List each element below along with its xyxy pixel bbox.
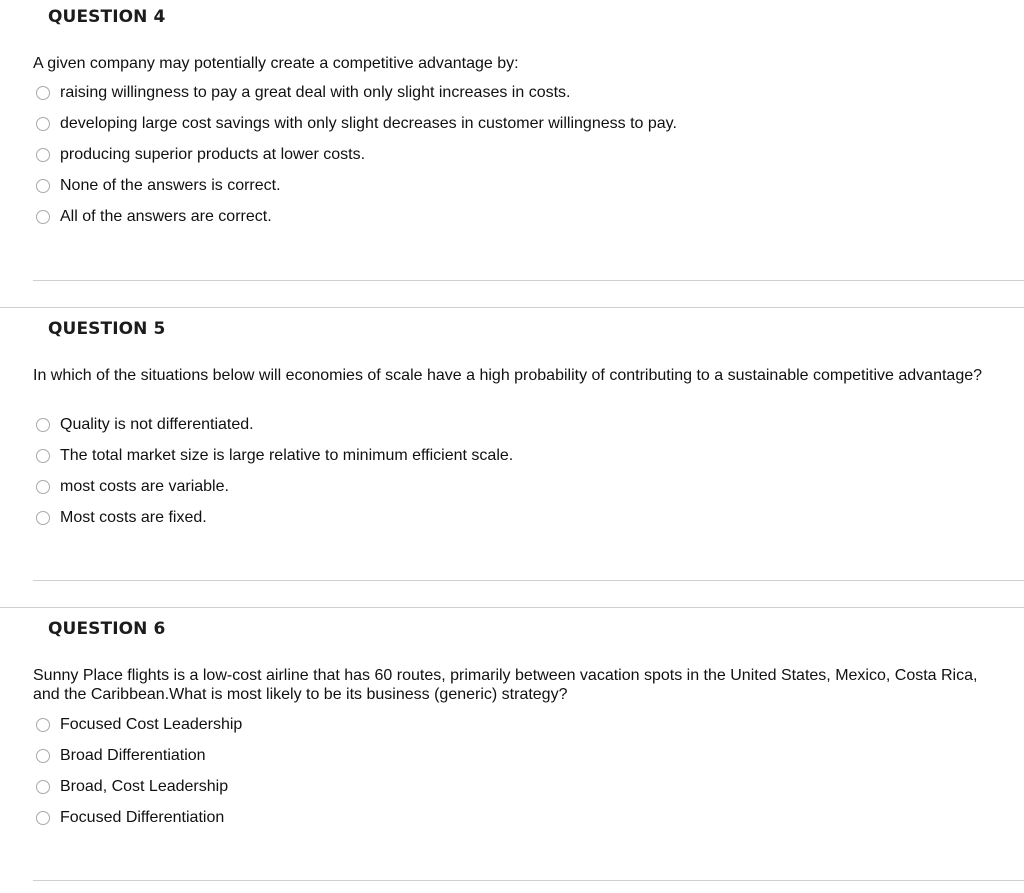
option-label: All of the answers are correct. — [60, 208, 272, 225]
question-6-option-2[interactable] — [36, 747, 242, 778]
question-5-options — [36, 416, 513, 540]
question-4-option-1[interactable] — [36, 84, 677, 115]
question-5-option-1[interactable] — [36, 416, 513, 447]
question-4-divider — [33, 280, 1024, 281]
question-4-option-5[interactable] — [36, 208, 677, 239]
radio-button[interactable] — [36, 210, 50, 224]
section-divider — [0, 607, 1024, 608]
question-5-option-3[interactable] — [36, 478, 513, 509]
question-5-title: QUESTION 5 — [48, 319, 166, 339]
question-5-divider — [33, 580, 1024, 581]
option-label: Quality is not differentiated. — [60, 416, 254, 433]
radio-button[interactable] — [36, 117, 50, 131]
radio-button[interactable] — [36, 780, 50, 794]
radio-button[interactable] — [36, 511, 50, 525]
question-4-title: QUESTION 4 — [48, 7, 166, 27]
radio-button[interactable] — [36, 480, 50, 494]
section-divider — [0, 307, 1024, 308]
radio-button[interactable] — [36, 718, 50, 732]
option-label: producing superior products at lower costs. — [60, 146, 366, 163]
question-6-option-1[interactable] — [36, 716, 242, 747]
question-6-title: QUESTION 6 — [48, 619, 166, 639]
radio-button[interactable] — [36, 179, 50, 193]
option-label: Focused Differentiation — [60, 809, 225, 826]
radio-button[interactable] — [36, 449, 50, 463]
question-4-text: A given company may potentially create a competitive advantage by: — [33, 55, 519, 72]
option-label: Broad, Cost Leadership — [60, 778, 229, 795]
radio-button[interactable] — [36, 148, 50, 162]
question-6-divider — [33, 880, 1024, 881]
radio-button[interactable] — [36, 86, 50, 100]
question-4-option-4[interactable] — [36, 177, 677, 208]
question-4-options — [36, 84, 677, 239]
radio-button[interactable] — [36, 749, 50, 763]
question-4-option-2[interactable] — [36, 115, 677, 146]
question-6-option-4[interactable] — [36, 809, 242, 840]
option-label: Broad Differentiation — [60, 747, 206, 764]
option-label: developing large cost savings with only slight decreases in customer willingness to pay. — [60, 115, 677, 132]
question-5-option-4[interactable] — [36, 509, 513, 540]
question-5-text: In which of the situations below will economies of scale have a high probability of contributing to a sustainable competitive advantage? — [33, 367, 983, 384]
question-6-text: Sunny Place flights is a low-cost airline that has 60 routes, primarily between vacation spots in the United States, Mexico, Costa Rica, and the Caribbean.What is most likely to be its business (generic) strategy? — [33, 667, 978, 703]
radio-button[interactable] — [36, 811, 50, 825]
option-label: raising willingness to pay a great deal with only slight increases in costs. — [60, 84, 571, 101]
option-label: The total market size is large relative to minimum efficient scale. — [60, 447, 514, 464]
question-6-option-3[interactable] — [36, 778, 242, 809]
option-label: most costs are variable. — [60, 478, 229, 495]
option-label: None of the answers is correct. — [60, 177, 281, 194]
option-label: Most costs are fixed. — [60, 509, 207, 526]
radio-button[interactable] — [36, 418, 50, 432]
question-5-option-2[interactable] — [36, 447, 513, 478]
question-4-option-3[interactable] — [36, 146, 677, 177]
option-label: Focused Cost Leadership — [60, 716, 243, 733]
question-6-options — [36, 716, 242, 840]
